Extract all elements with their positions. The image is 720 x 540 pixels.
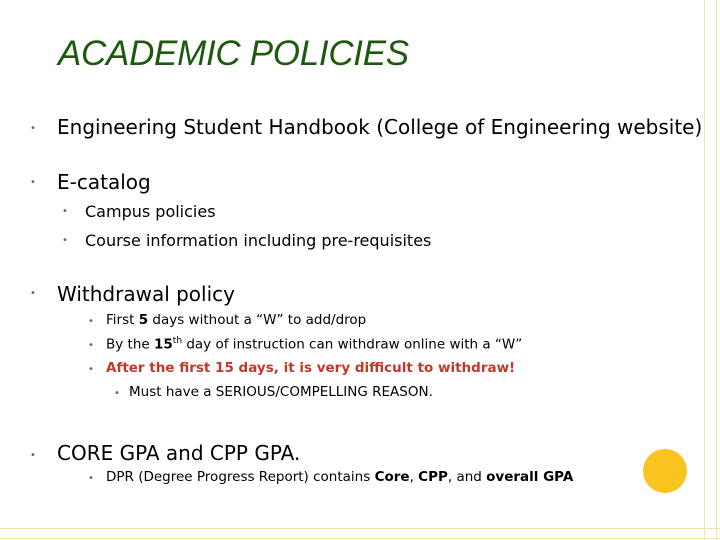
bullet: • [114, 388, 120, 399]
frame-bottom-inner [0, 538, 720, 539]
frame-right-outer [716, 0, 717, 540]
text-by-the: By the [106, 336, 154, 353]
list-item-course-info: Course information including pre-requisites [85, 231, 432, 250]
list-item-ecatalog: E-catalog [57, 170, 151, 194]
list-item-by-15th-day [106, 336, 522, 353]
bullet: • [30, 288, 36, 299]
bullet: • [30, 123, 36, 134]
text-day-of-instruction: day of instruction can withdraw online with a “W” [182, 336, 523, 353]
list-item-handbook: Engineering Student Handbook (College of Engineering website) [57, 115, 703, 139]
bullet: • [30, 177, 36, 188]
text-15: 15 [154, 336, 173, 353]
list-item-core-gpa: CORE GPA and CPP GPA. [57, 441, 301, 465]
text-dpr: DPR (Degree Progress Report) contains [106, 469, 375, 485]
bullet: • [88, 364, 94, 375]
frame-right-inner [704, 0, 705, 540]
list-item-dpr [106, 469, 573, 485]
bullet: • [88, 316, 94, 327]
text-first: First [106, 312, 139, 328]
text-days-without-w: days without a “W” to add/drop [148, 312, 367, 328]
decorative-circle [643, 449, 687, 493]
bullet: • [62, 235, 68, 246]
bullet: • [88, 340, 94, 351]
list-item-withdrawal: Withdrawal policy [57, 282, 235, 306]
bullet: • [30, 450, 36, 461]
text-overall-gpa: overall GPA [486, 469, 574, 485]
list-item-first-5-days [106, 312, 366, 328]
list-item-serious-reason: Must have a SERIOUS/COMPELLING REASON. [129, 384, 433, 400]
frame-bottom [0, 528, 720, 529]
text-th: th [172, 336, 183, 346]
text-core: Core [374, 469, 410, 485]
bullet: • [62, 206, 68, 217]
list-item-after-15-days: After the first 15 days, it is very difficult to withdraw! [106, 360, 516, 376]
bullet: • [88, 473, 94, 484]
text-comma: , [409, 469, 419, 485]
text-cpp: CPP [418, 469, 448, 485]
text-5: 5 [138, 312, 149, 328]
text-and: , and [447, 469, 487, 485]
page-title: ACADEMIC POLICIES [58, 34, 409, 73]
list-item-campus-policies: Campus policies [85, 202, 216, 221]
